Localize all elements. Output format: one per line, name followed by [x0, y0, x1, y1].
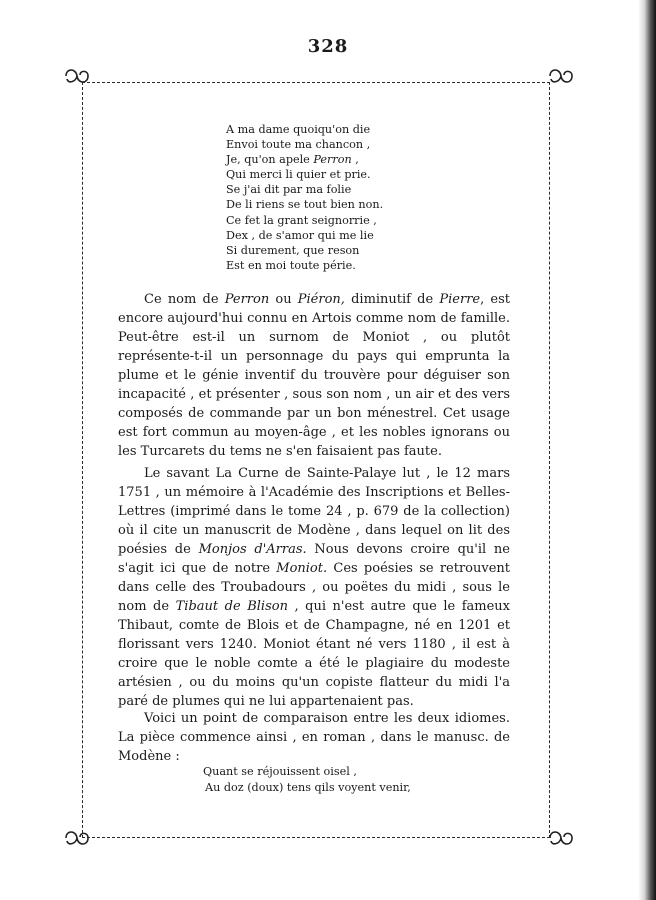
poem-stanza — [226, 122, 383, 273]
paragraph-perron-name: Ce nom de Perron ou Piéron, diminutif de Pierre, est encore aujourd'hui connu en Artois comme nom de famille. Peut-être est-il un surnom de Moniot , ou plutôt représente-t-il un personnage du pays qui emprunta la plume et le génie inventif du trouvère pour déguiser son incapacité , et présenter , sous son nom , un air et des vers composés de commande par un bon ménestrel. Cet usage est fort commun au moyen-âge , et les nobles ignorans ou les Turcarets du tems ne s'en faisaient pas faute. — [118, 292, 511, 459]
poem-line: Si durement, que reson — [226, 243, 360, 257]
poem-line: Se j'ai dit par ma folie — [226, 183, 352, 197]
poem-line: De li riens se tout bien non. — [226, 198, 384, 212]
corner-ornament-icon — [62, 64, 92, 88]
paragraph-comparison: Voici un point de comparaison entre les deux idiomes. La pièce commence ainsi , en roman , dans le manusc. de Modène : — [118, 711, 510, 764]
corner-ornament-icon — [62, 826, 92, 850]
book-spine-shadow — [638, 0, 656, 900]
paragraph-sainte-palaye: Le savant La Curne de Sainte-Palaye lut , le 12 mars 1751 , un mémoire à l'Académie des Inscriptions et Belles-Lettres (imprimé dans le tome 24 , p. 679 de la collection) où il cite un manuscrit de Modène , dans lequel on lit des poésies de Monjos d'Arras. Nous devons croire qu'il ne s'agit ici que de notre Moniot. Ces poésies se retrouvent dans celle des Troubadours , ou poëtes du midi , sous le nom de Tibaut de Blison , qui n'est autre que le fameux Thibaut, comte de Blois et de Champagne, né en 1201 et florissant vers 1240. Moniot étant né vers 1180 , il est à croire que le noble comte a été le plagiaire du modeste artésien , ou du moins qu'un copiste flatteur du midi l'a paré de plumes qui ne lui appartenaient pas. — [118, 466, 510, 709]
quote-line: Au doz (doux) tens qils voyent venir, — [205, 780, 411, 794]
poem-line: Je, qu'on apele Perron , — [226, 153, 359, 167]
poem-line: Envoi toute ma chancon , — [226, 138, 371, 152]
poem-line: Qui merci li quier et prie. — [226, 168, 371, 182]
poem-line: A ma dame quoiqu'on die — [226, 123, 371, 136]
corner-ornament-icon — [546, 64, 576, 88]
quoted-verse — [203, 764, 411, 795]
corner-ornament-icon — [546, 826, 576, 850]
page-number: 328 — [307, 36, 349, 57]
quote-line: Quant se réjouissent oisel , — [203, 765, 357, 778]
poem-line: Dex , de s'amor qui me lie — [226, 228, 374, 242]
poem-line: Ce fet la grant seignorrie , — [226, 213, 377, 227]
poem-line: Est en moi toute périe. — [226, 258, 356, 272]
